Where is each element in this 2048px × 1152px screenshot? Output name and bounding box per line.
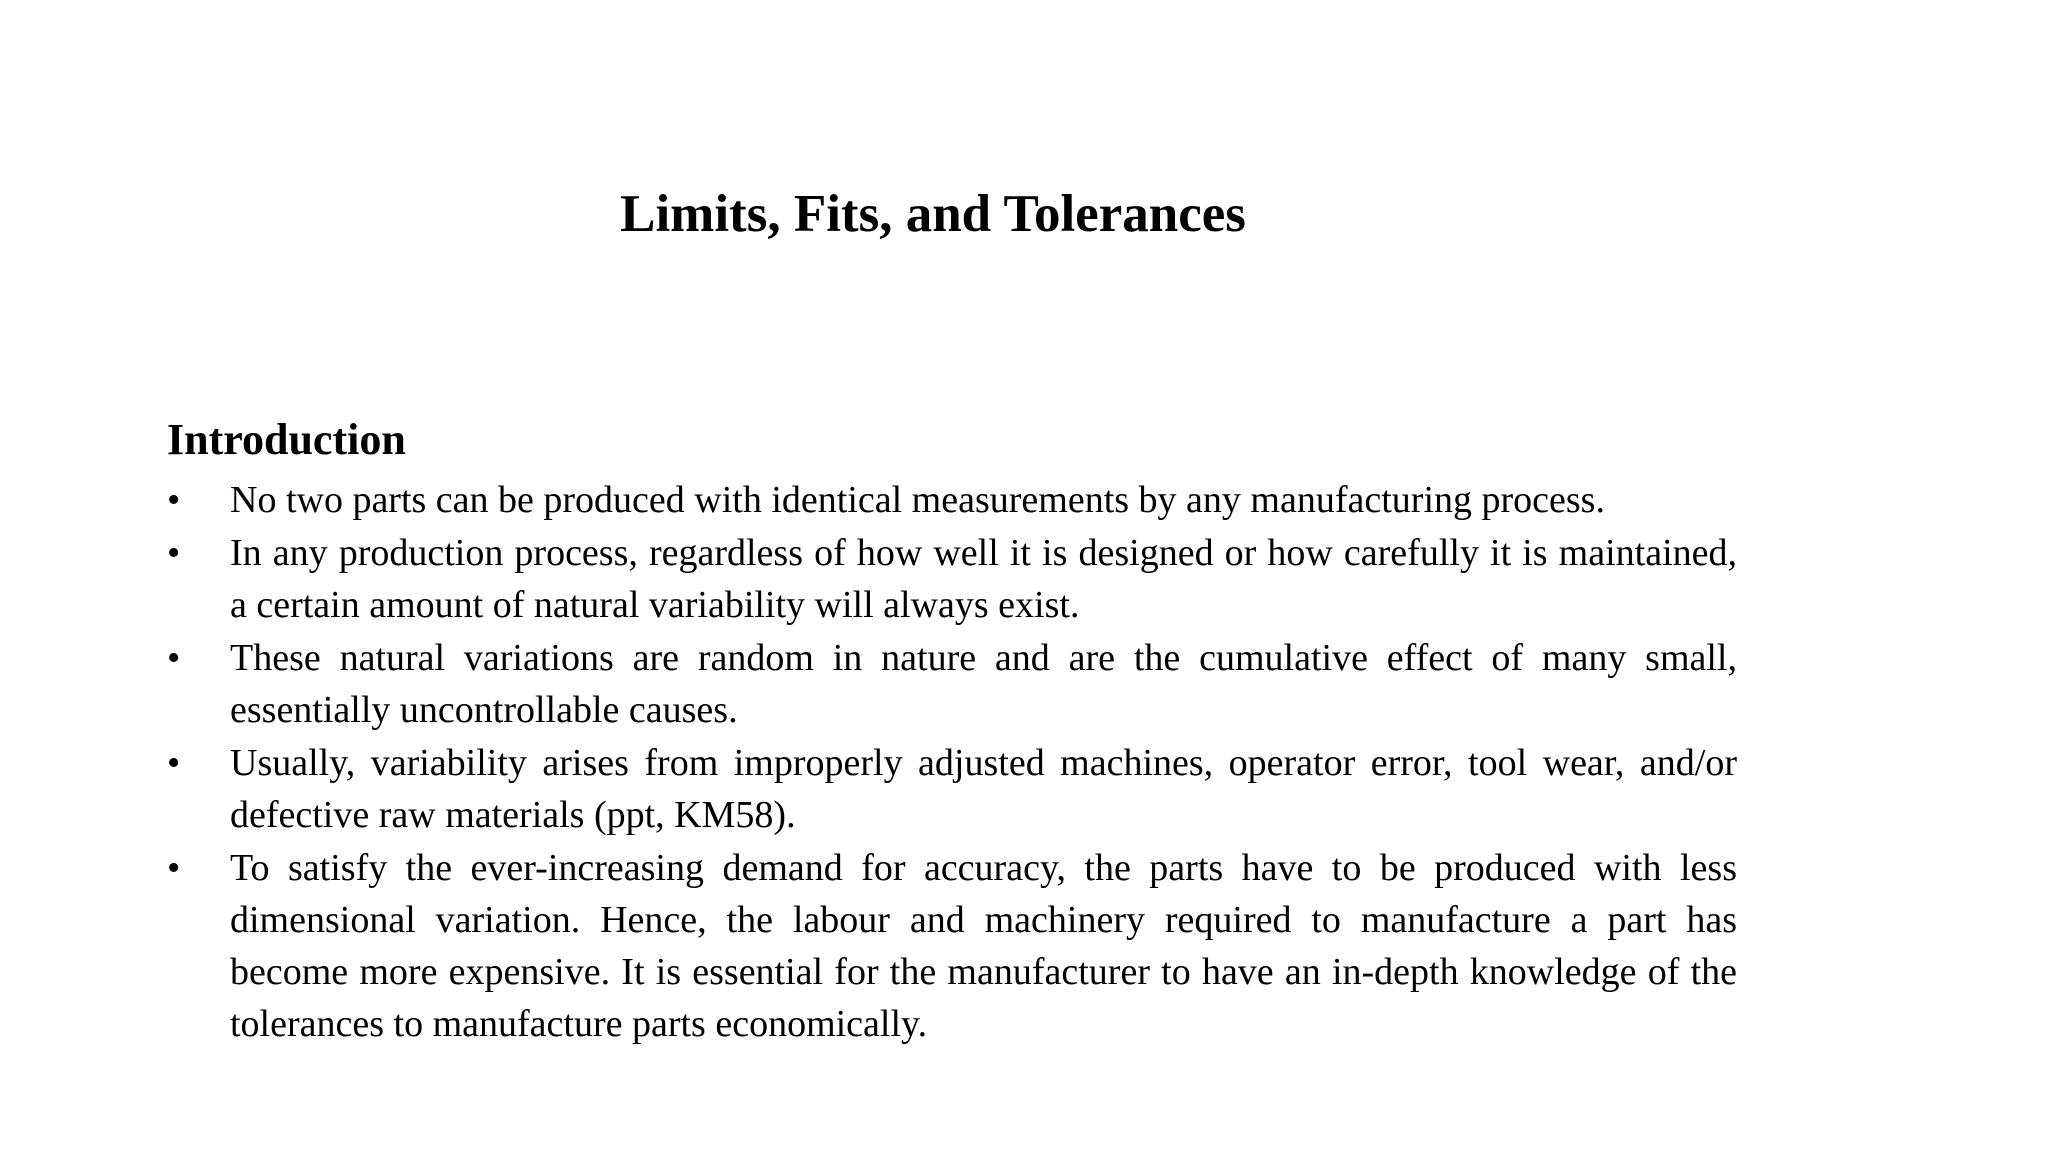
bullet-text: In any production process, regardless of how well it is designed or how carefully it is maintained, a certain amount of natural variability will always exist.	[230, 532, 1737, 626]
bullet-item	[167, 632, 1737, 736]
bullet-item	[167, 474, 1737, 526]
bullet-text: To satisfy the ever-increasing demand for accuracy, the parts have to be produced with less dimensional variation. Hence, the labour and machinery required to manufacture a part has become more expensive. It is essential for the manufacturer to have an in-depth knowledge of the tolerances to manufacture parts economically.	[230, 847, 1737, 1045]
section-heading: Introduction	[167, 415, 406, 464]
bullet-text: No two parts can be produced with identical measurements by any manufacturing process.	[230, 479, 1605, 521]
bullet-icon: •	[167, 479, 181, 521]
bullet-text: Usually, variability arises from improperly adjusted machines, operator error, tool wear, and/or defective raw materials (ppt, KM58).	[230, 742, 1737, 836]
bullet-icon: •	[167, 532, 181, 574]
bullet-icon: •	[167, 637, 181, 679]
bullet-item	[167, 842, 1737, 1050]
bullet-list	[167, 474, 1737, 1051]
bullet-icon: •	[167, 847, 181, 889]
bullet-item	[167, 527, 1737, 631]
slide-title: Limits, Fits, and Tolerances	[620, 185, 1246, 243]
bullet-icon: •	[167, 742, 181, 784]
bullet-text: These natural variations are random in nature and are the cumulative effect of many small, essentially uncontrollable causes.	[230, 637, 1737, 731]
bullet-item	[167, 737, 1737, 841]
